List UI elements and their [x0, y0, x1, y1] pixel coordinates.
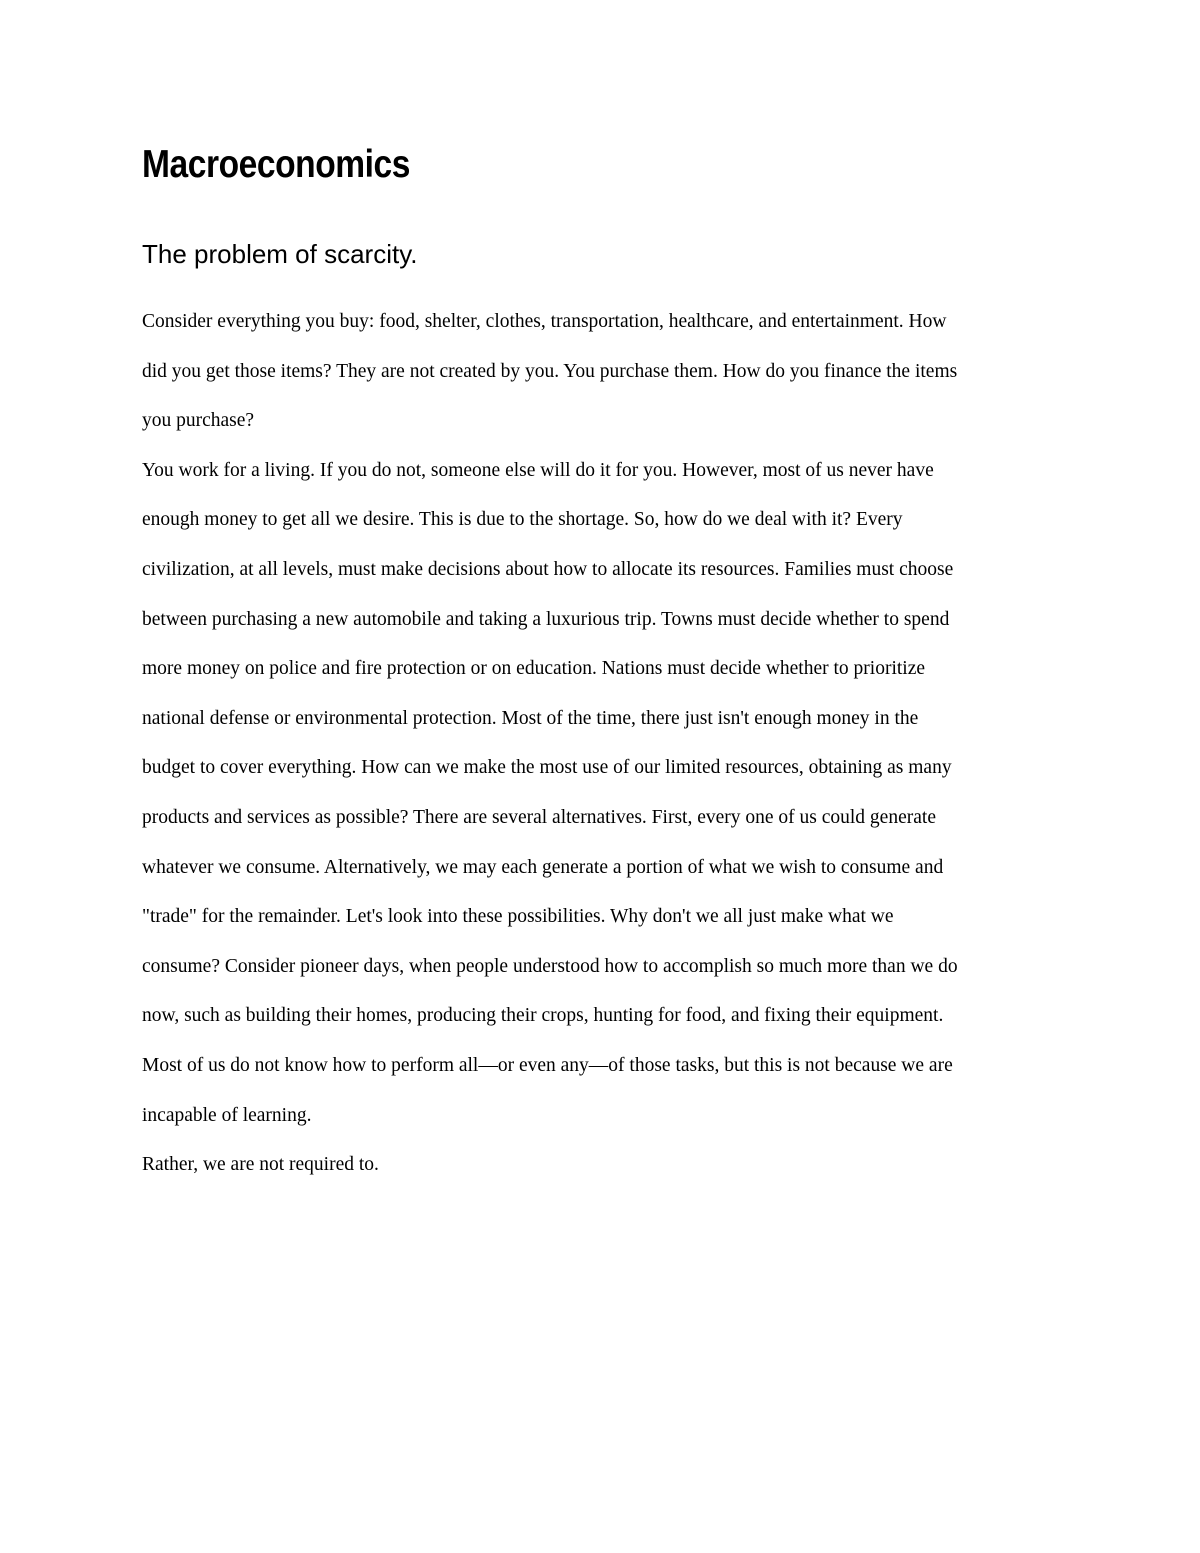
body-line: civilization, at all levels, must make decisions about how to allocate its resources. Families must choose [142, 558, 954, 580]
body-line: did you get those items? They are not created by you. You purchase them. How do you finance the items [142, 360, 958, 382]
body-line: Rather, we are not required to. [142, 1154, 379, 1176]
body-line: incapable of learning. [142, 1104, 312, 1126]
body-line: budget to cover everything. How can we make the most use of our limited resources, obtaining as many [142, 757, 952, 779]
body-line: consume? Consider pioneer days, when people understood how to accomplish so much more than we do [142, 955, 958, 977]
body-line: "trade" for the remainder. Let's look into these possibilities. Why don't we all just make what we [142, 906, 894, 928]
body-line: Most of us do not know how to perform all—or even any—of those tasks, but this is not because we are [142, 1054, 953, 1076]
body-line: products and services as possible? There are several alternatives. First, every one of us could generate [142, 806, 936, 828]
body-line: national defense or environmental protection. Most of the time, there just isn't enough money in the [142, 707, 919, 729]
section-heading: The problem of scarcity. [142, 239, 418, 269]
body-line: You work for a living. If you do not, someone else will do it for you. However, most of us never have [142, 459, 934, 481]
body-line: Consider everything you buy: food, shelter, clothes, transportation, healthcare, and entertainment. How [142, 311, 947, 332]
body-line: you purchase? [142, 410, 255, 432]
body-line: more money on police and fire protection or on education. Nations must decide whether to prioritize [142, 658, 926, 680]
body-line: enough money to get all we desire. This is due to the shortage. So, how do we deal with it? Every [142, 509, 903, 531]
body-text [142, 297, 1057, 1190]
body-line: whatever we consume. Alternatively, we may each generate a portion of what we wish to consume and [142, 856, 944, 878]
document-title: Macroeconomics [142, 143, 410, 186]
body-line: now, such as building their homes, producing their crops, hunting for food, and fixing their equipment. [142, 1005, 944, 1027]
body-line: between purchasing a new automobile and taking a luxurious trip. Towns must decide whether to spend [142, 608, 950, 630]
